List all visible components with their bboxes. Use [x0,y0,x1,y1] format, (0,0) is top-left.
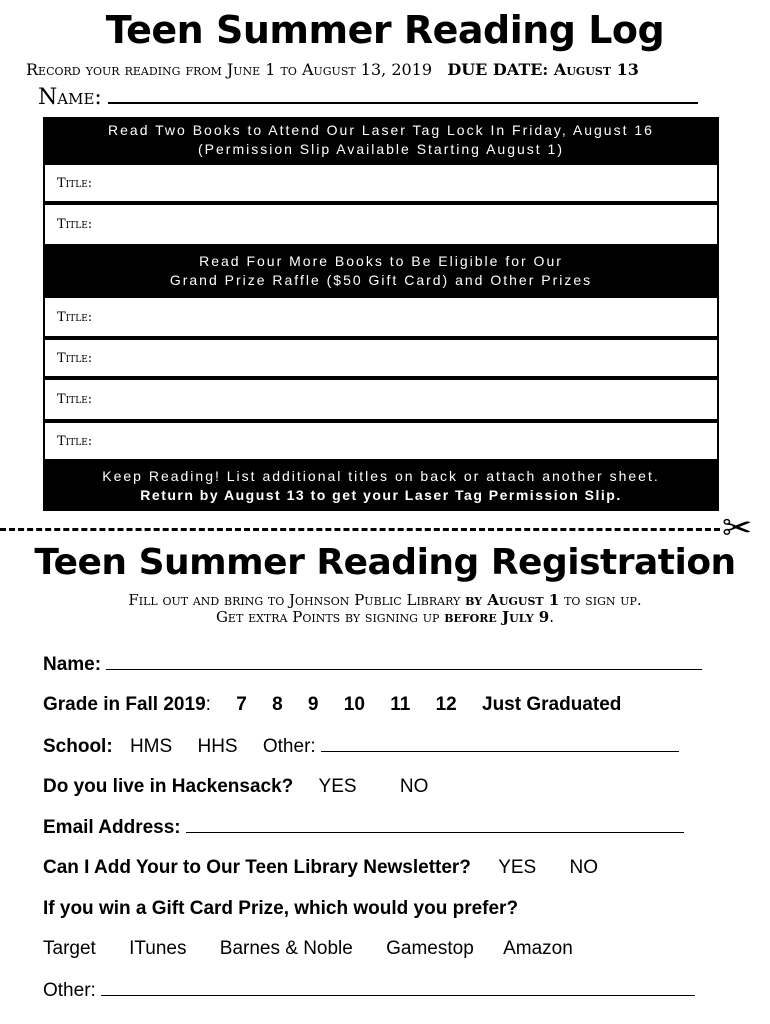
title-row-6[interactable] [43,421,719,461]
hackensack-yes[interactable]: YES [318,776,357,797]
log-name-label: Name: [38,85,102,110]
grade-label: Grade in Fall 2019 [43,694,206,715]
registration-title: Teen Summer Reading Registration [34,542,736,583]
keep-reading-line2: Return by August 13 to get your Laser Tag Permission Slip. [140,487,622,503]
laser-tag-banner-line1: Read Two Books to Attend Our Laser Tag Lock In Friday, August 16 [108,122,654,138]
title-row-4[interactable] [43,338,719,378]
laser-tag-banner [43,117,719,163]
prize-other-label: Other: [43,980,96,1001]
grade-option[interactable]: 7 [236,694,247,715]
instructions-text: . [549,608,555,626]
newsletter-yes[interactable]: YES [498,857,537,878]
school-option[interactable]: HMS [129,736,173,757]
reg-name-label: Name: [43,654,102,675]
grade-option[interactable]: 12 [435,694,457,715]
hackensack-field[interactable] [43,776,428,798]
grade-field[interactable] [43,694,621,716]
registration-instructions-2 [0,608,770,626]
instructions-text: Fill out and bring to Johnson Public Library [128,591,461,609]
title-row-5[interactable] [43,378,719,421]
registration-instructions-1 [0,591,770,609]
laser-tag-banner-line2: (Permission Slip Available Starting August 1) [198,141,564,157]
instructions-deadline: before July 9 [444,608,550,626]
raffle-banner-line2: Grand Prize Raffle ($50 Gift Card) and Other Prizes [169,272,593,288]
prize-other-line[interactable] [101,979,695,996]
grade-option[interactable]: 9 [307,694,319,715]
keep-reading-line1: Keep Reading! List additional titles on back or attach another sheet. [102,468,660,484]
instructions-text: Get extra Points by signing up [215,608,440,626]
school-label: School: [43,736,113,757]
keep-reading-banner [43,461,719,511]
log-date-range: Record your reading from June 1 to August 13, 2019 [26,60,433,79]
title-label: Title: [57,433,93,449]
grade-option[interactable]: 11 [390,694,411,715]
log-name-line[interactable] [108,84,698,104]
log-subtitle [26,60,639,79]
instructions-deadline: by August 1 [465,591,560,609]
hackensack-no[interactable]: NO [399,776,429,797]
school-field[interactable] [43,735,679,758]
hackensack-label: Do you live in Hackensack? [43,776,294,797]
prize-option[interactable]: Barnes & Noble [219,938,353,959]
grade-option[interactable]: Just Graduated [482,694,622,715]
log-title: Teen Summer Reading Log [105,8,665,52]
reg-name-line[interactable] [106,653,702,670]
prize-question-label: If you win a Gift Card Prize, which would you prefer? [43,898,519,919]
newsletter-label: Can I Add Your to Our Teen Library Newsletter? [43,857,471,878]
cut-line [0,528,720,531]
school-option[interactable]: HHS [197,736,238,757]
email-line[interactable] [186,816,684,833]
title-label: Title: [57,350,93,366]
prize-other-field[interactable] [43,979,695,1002]
title-row-3[interactable] [43,296,719,338]
prize-option[interactable]: Gamestop [386,938,474,959]
title-label: Title: [57,217,93,232]
title-label: Title: [57,175,93,191]
scissors-icon: ✂ [722,507,753,548]
log-name-field[interactable] [38,84,698,110]
grade-option[interactable]: 8 [272,694,283,715]
raffle-banner [43,246,719,296]
school-option[interactable]: Other: [262,736,316,757]
title-label: Title: [57,392,93,407]
newsletter-no[interactable]: NO [569,857,599,878]
title-label: Title: [57,309,93,325]
instructions-text: to sign up. [564,591,642,609]
log-due-date: DUE DATE: August 13 [447,60,639,79]
title-row-2[interactable] [43,203,719,246]
email-label: Email Address: [43,817,181,838]
reg-name-field[interactable] [43,653,702,676]
raffle-banner-line1: Read Four More Books to Be Eligible for Our [199,253,563,269]
newsletter-field[interactable] [43,857,598,879]
email-field[interactable] [43,816,684,839]
prize-option[interactable]: ITunes [129,938,187,959]
grade-colon: : [205,694,211,715]
grade-option[interactable]: 10 [343,694,365,715]
prize-option[interactable]: Amazon [503,938,573,959]
prize-options[interactable] [43,938,573,960]
title-row-1[interactable] [43,163,719,203]
prize-option[interactable]: Target [43,938,96,959]
prize-question [43,898,518,920]
school-other-line[interactable] [321,735,679,752]
